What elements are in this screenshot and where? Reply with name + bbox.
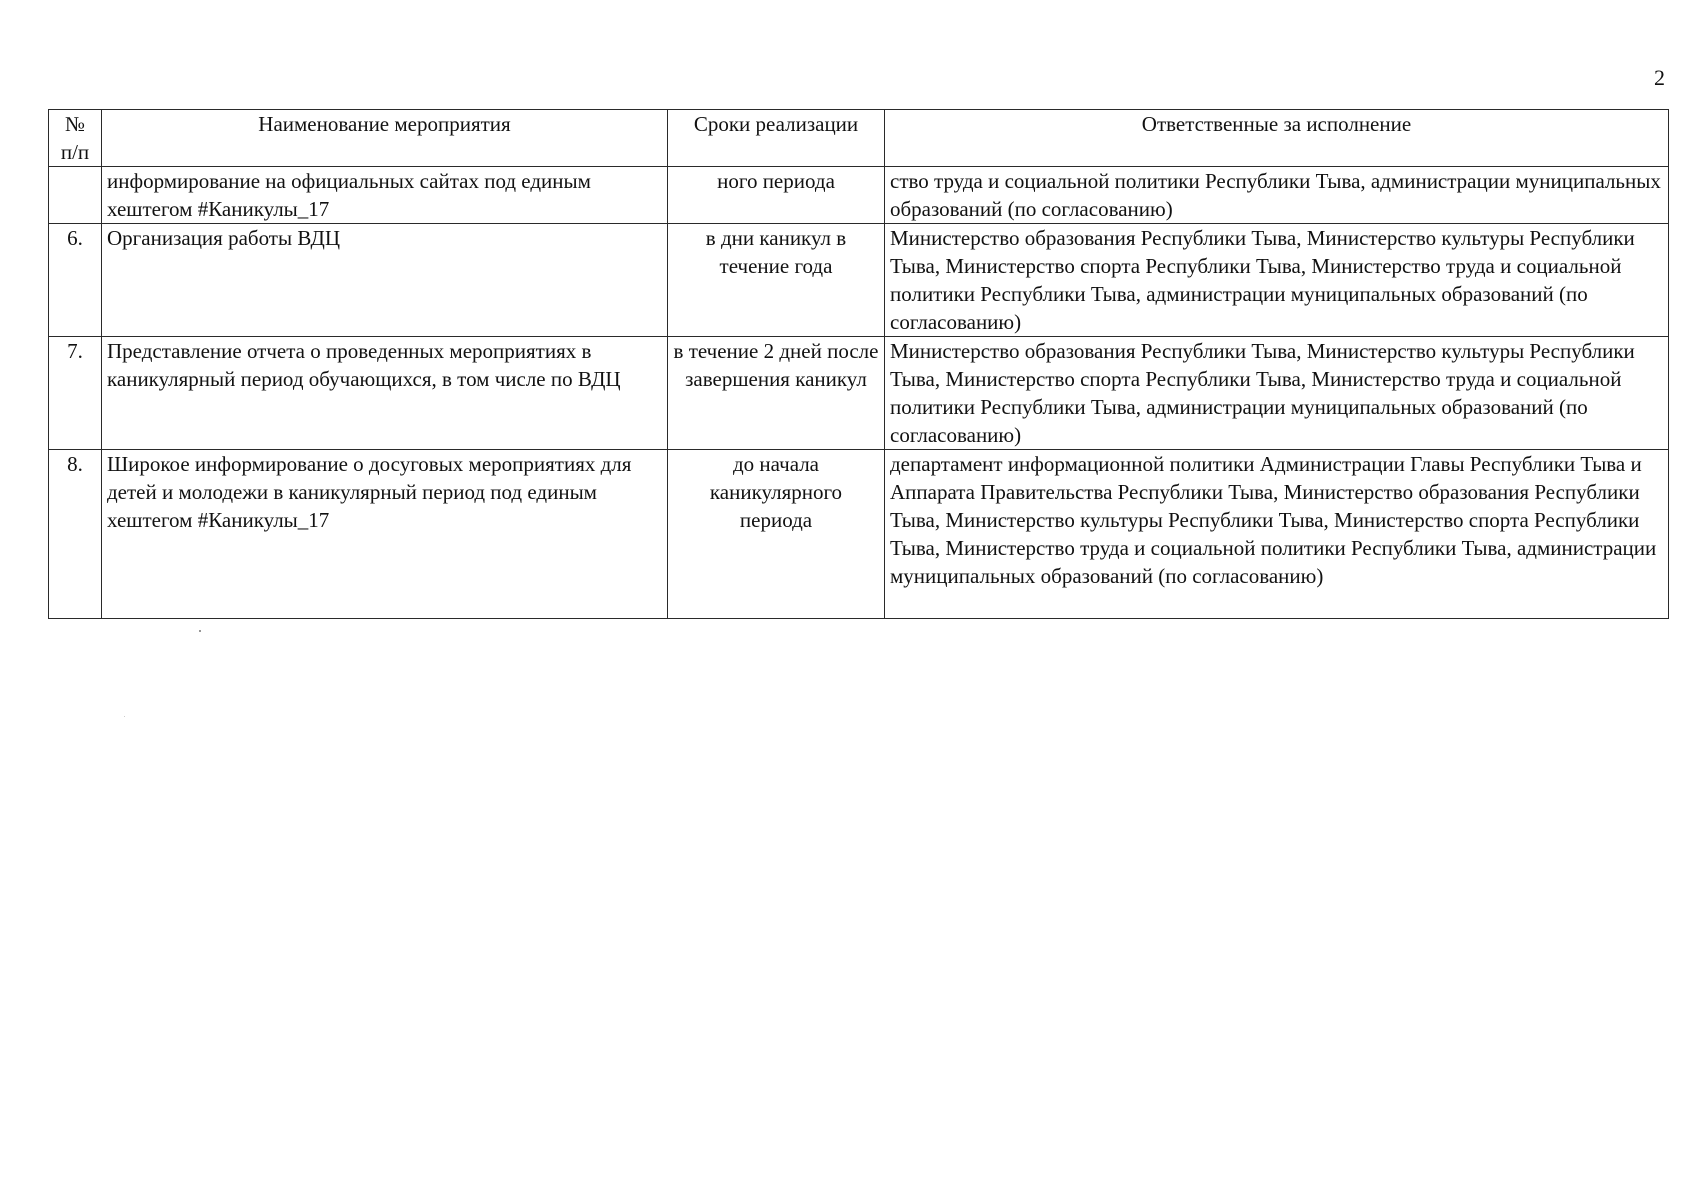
event-responsible: Министерство образования Республики Тыва, Министерство культуры Республики Тыва, Министерство спорта Республики Тыва, Министерство труда и социальной политики Республики Тыва, администрации муниципальных образований (по согласованию) xyxy=(885,224,1669,337)
page-number: 2 xyxy=(1654,65,1665,90)
event-name: Представление отчета о проведенных мероприятиях в каникулярный период обучающихся, в том числе по ВДЦ xyxy=(102,337,668,450)
table-body xyxy=(49,167,1669,619)
header-timeframe: Сроки реализации xyxy=(668,110,885,167)
header-row xyxy=(49,110,1669,167)
scan-speck xyxy=(124,716,125,717)
event-timeframe: в течение 2 дней после завершения каникул xyxy=(668,337,885,450)
row-number: 8. xyxy=(49,450,102,619)
event-timeframe: в дни каникул в течение года xyxy=(668,224,885,337)
table-header xyxy=(49,110,1669,167)
row-number xyxy=(49,167,102,224)
events-plan-table xyxy=(48,109,1669,619)
row-number: 6. xyxy=(49,224,102,337)
header-number: № п/п xyxy=(49,110,102,167)
table-row xyxy=(49,224,1669,337)
event-name: информирование на официальных сайтах под единым хештегом #Каникулы_17 xyxy=(102,167,668,224)
scan-speck xyxy=(199,630,201,632)
table-row xyxy=(49,450,1669,619)
event-timeframe: ного периода xyxy=(668,167,885,224)
row-number: 7. xyxy=(49,337,102,450)
event-responsible: департамент информационной политики Администрации Главы Республики Тыва и Аппарата Правительства Республики Тыва, Министерство образования Республики Тыва, Министерство культуры Республики Тыва, Министерство спорта Республики Тыва, Министерство труда и социальной политики Республики Тыва, администрации муниципальных образований (по согласованию) xyxy=(885,450,1669,619)
header-responsible: Ответственные за исполнение xyxy=(885,110,1669,167)
event-responsible: ство труда и социальной политики Республики Тыва, администрации муниципальных образований (по согласованию) xyxy=(885,167,1669,224)
event-name: Широкое информирование о досуговых мероприятиях для детей и молодежи в каникулярный период под единым хештегом #Каникулы_17 xyxy=(102,450,668,619)
header-event-name: Наименование мероприятия xyxy=(102,110,668,167)
table-row xyxy=(49,167,1669,224)
table-row xyxy=(49,337,1669,450)
event-responsible: Министерство образования Республики Тыва, Министерство культуры Республики Тыва, Министерство спорта Республики Тыва, Министерство труда и социальной политики Республики Тыва, администрации муниципальных образований (по согласованию) xyxy=(885,337,1669,450)
event-timeframe: до начала каникулярного периода xyxy=(668,450,885,619)
event-name: Организация работы ВДЦ xyxy=(102,224,668,337)
